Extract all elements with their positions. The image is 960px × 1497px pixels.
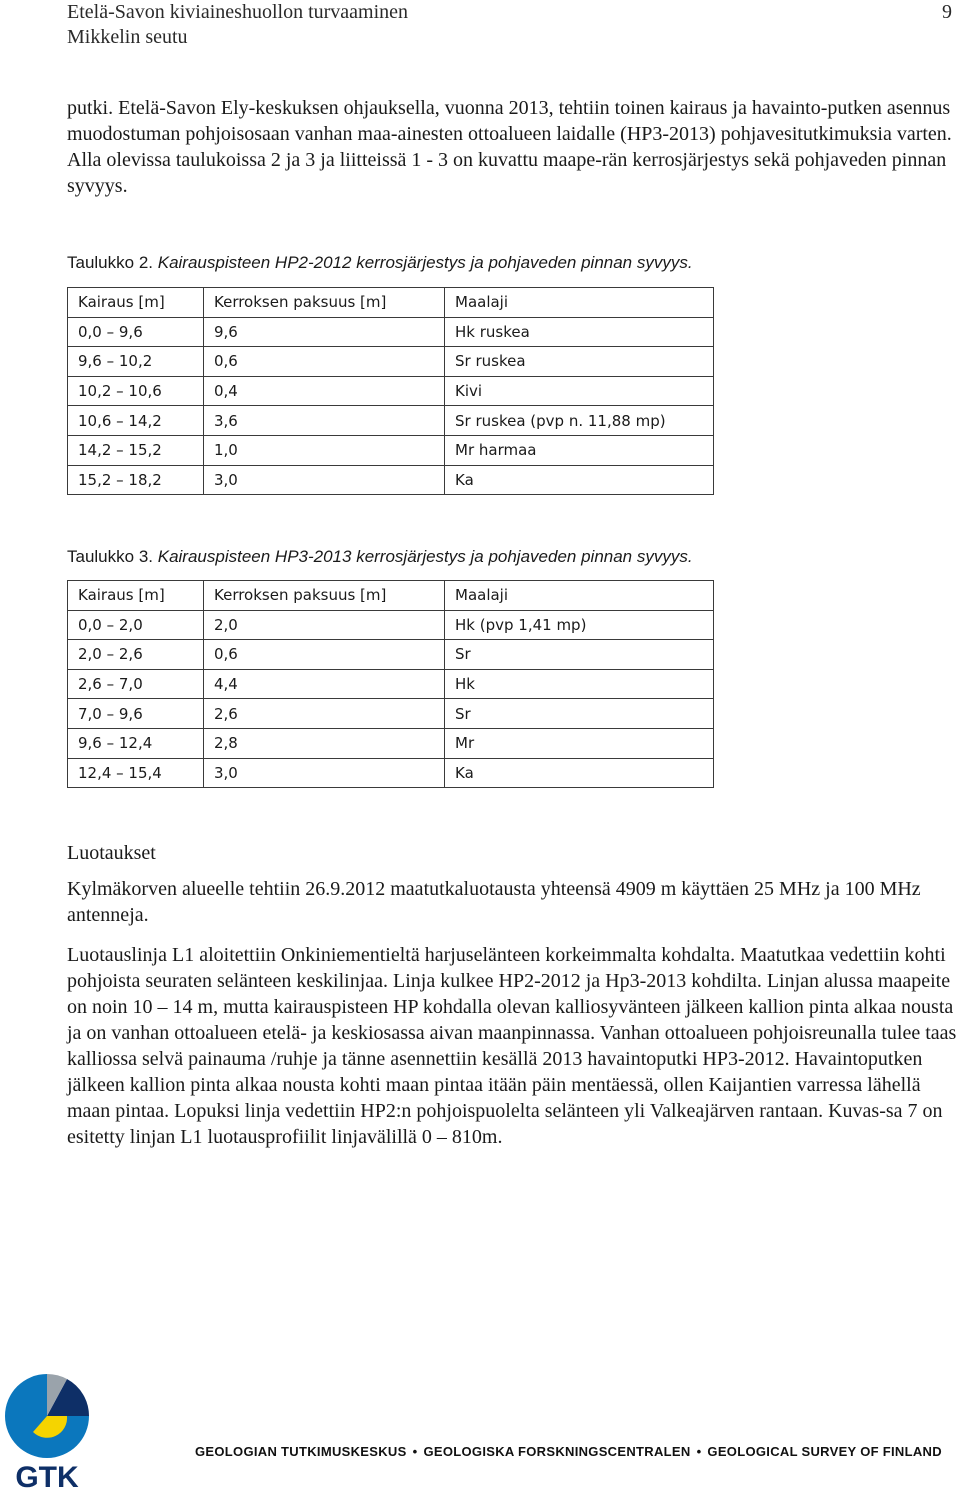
logo-text: GTK [15,1461,79,1494]
table-cell: Ka [445,465,714,495]
table-cell: 1,0 [204,435,445,465]
header-cell: Kerroksen paksuus [m] [204,581,445,611]
table-row [68,347,714,377]
table-cell: 2,6 – 7,0 [68,669,204,699]
running-header [67,0,408,50]
table-cell: Hk (pvp 1,41 mp) [445,610,714,640]
table-cell: Sr ruskea [445,347,714,377]
org-name-en: GEOLOGICAL SURVEY OF FINLAND [707,1444,942,1459]
table-header-row [68,581,714,611]
table-cell: 3,0 [204,465,445,495]
header-cell: Kairaus [m] [68,288,204,318]
footer-organization [195,1444,960,1459]
table-2-label: Taulukko 2. [67,253,153,272]
table-row [68,610,714,640]
table-cell: 3,6 [204,406,445,436]
table-cell: 9,6 [204,317,445,347]
table-row [68,640,714,670]
table-cell: 2,6 [204,699,445,729]
org-name-sv: GEOLOGISKA FORSKNINGSCENTRALEN [423,1444,691,1459]
table-cell: 0,4 [204,376,445,406]
body-paragraph: Luotauslinja L1 aloitettiin Onkiniementieltä harjuselänteen korkeimmalta kohdalta. Maatutkaa vedettiin kohti pohjoista seuraten selänteen keskilinjaa. Linja kulkee HP2-2012 ja Hp3-2013 kohdilta. Linjan alussa maapeite on noin 10 – 14 m, mutta kairauspisteen HP kohdalla olevan kalliosyvänteen jälkeen kallion pinta alkaa nousta ja on vanhan ottoalueen etelä- ja keskiosassa aivan maanpinnassa. Vanhan ottoalueen pohjoisreunalla tulee taas kalliossa selvä painauma /ruhje ja tänne asennettiin kesällä 2013 havaintoputki HP3-2012. Havaintoputken jälkeen kallion pinta alkaa nousta kohti maan pintaa itään päin mentäessä, ollen Kaijantien varressa lähellä maan pintaa. Lopuksi linja vedettiin HP2:n pohjoispuolelta selänteen yli Valkeajärven rantaan. Kuvas-sa 7 on esitetty linjan L1 luotausprofiilit linjavälillä 0 – 810m. [67,944,957,1148]
table-cell: 2,8 [204,728,445,758]
table-cell: 10,6 – 14,2 [68,406,204,436]
header-cell: Kairaus [m] [68,581,204,611]
table-cell: 15,2 – 18,2 [68,465,204,495]
table-cell: 4,4 [204,669,445,699]
table-3 [67,580,714,788]
table-cell: 2,0 – 2,6 [68,640,204,670]
footer-separator: • [412,1444,418,1459]
footer-separator: • [696,1444,702,1459]
table-row [68,376,714,406]
org-name-fi: GEOLOGIAN TUTKIMUSKESKUS [195,1444,407,1459]
table-row [68,317,714,347]
table-row [68,669,714,699]
table-cell: 10,2 – 10,6 [68,376,204,406]
table-cell: Sr [445,640,714,670]
table-cell: Mr [445,728,714,758]
section-heading: Luotaukset [67,842,156,864]
table-cell: Hk ruskea [445,317,714,347]
table-cell: 9,6 – 10,2 [68,347,204,377]
table-2-caption [67,252,693,274]
table-2-title: Kairauspisteen HP2-2012 kerrosjärjestys ja pohjaveden pinnan syvyys. [157,253,693,272]
table-row [68,728,714,758]
table-cell: Kivi [445,376,714,406]
table-row [68,435,714,465]
page-number: 9 [942,1,952,23]
table-cell: 2,0 [204,610,445,640]
table-2 [67,287,714,495]
header-cell: Maalaji [445,581,714,611]
table-cell: 0,6 [204,347,445,377]
globe-icon [5,1374,89,1458]
header-cell: Maalaji [445,288,714,318]
table-cell: 7,0 – 9,6 [68,699,204,729]
body-paragraph: Kylmäkorven alueelle tehtiin 26.9.2012 maatutkaluotausta yhteensä 4909 m käyttäen 25 MHz ja 100 MHz antenneja. [67,878,921,926]
table-3-label: Taulukko 3. [67,547,153,566]
header-cell: Kerroksen paksuus [m] [204,288,445,318]
table-cell: 14,2 – 15,2 [68,435,204,465]
table-cell: Sr [445,699,714,729]
table-cell: Mr harmaa [445,435,714,465]
table-cell: 9,6 – 12,4 [68,728,204,758]
table-cell: 3,0 [204,758,445,788]
gtk-logo [4,1372,90,1494]
table-3-title: Kairauspisteen HP3-2013 kerrosjärjestys ja pohjaveden pinnan syvyys. [157,547,693,566]
table-row [68,699,714,729]
header-subtitle: Mikkelin seutu [67,26,188,48]
table-cell: Ka [445,758,714,788]
intro-paragraph: putki. Etelä-Savon Ely-keskuksen ohjauksella, vuonna 2013, tehtiin toinen kairaus ja havainto-putken asennus muodostuman pohjoisosaan vanhan maa-ainesten ottoalueen laidalle (HP3-2013) pohjavesitutkimuksia varten. Alla olevissa taulukoissa 2 ja 3 ja liitteissä 1 - 3 on kuvattu maape-rän kerrosjärjestys sekä pohjaveden pinnan syvyys. [67,97,952,197]
table-row [68,406,714,436]
table-cell: 0,6 [204,640,445,670]
table-header-row [68,288,714,318]
table-cell: Hk [445,669,714,699]
table-cell: 12,4 – 15,4 [68,758,204,788]
table-cell: Sr ruskea (pvp n. 11,88 mp) [445,406,714,436]
table-3-caption [67,546,693,568]
table-cell: 0,0 – 9,6 [68,317,204,347]
table-row [68,465,714,495]
table-row [68,758,714,788]
header-title: Etelä-Savon kiviaineshuollon turvaaminen [67,1,409,23]
table-cell: 0,0 – 2,0 [68,610,204,640]
